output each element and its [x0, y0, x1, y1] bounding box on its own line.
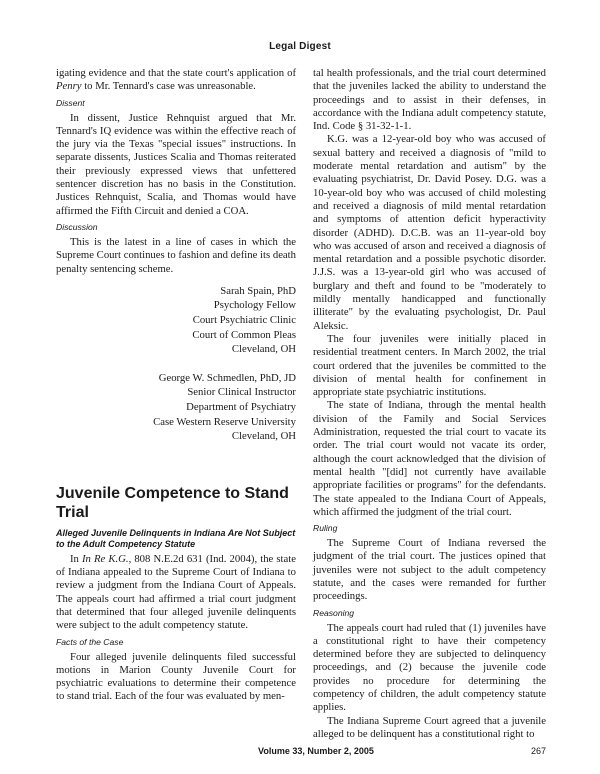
page-number: 267	[531, 746, 547, 756]
reasoning-paragraph: The appeals court had ruled that (1) juveniles have a constitutional right to have their competency determined before they are subjected to delinquency proceedings, and (2) because the juvenile code provides no procedure for determining the competency of children, the adult competency statute applies.	[313, 621, 546, 714]
discussion-heading: Discussion	[56, 221, 98, 232]
final-paragraph: The Indiana Supreme Court agreed that a juvenile alleged to be delinquent has a constitutional right to	[313, 714, 546, 740]
running-header: Legal Digest	[269, 41, 331, 52]
placement-paragraph: The four juveniles were initially placed in residential treatment centers. In March 2002, the trial court ordered that the juveniles be committed to the division of mental health for confinement in appropriate state psychiatric institutions.	[313, 332, 546, 399]
right-column	[313, 67, 546, 741]
facts-heading: Facts of the Case	[56, 636, 124, 647]
facts-paragraph: Four alleged juvenile delinquents filed successful motions in Marion County Juvenile Court for psychiatric evaluations to determine their competence to stand trial. Each of the four was evaluated by men-	[56, 650, 296, 703]
author-signature-2: George W. Schmedlen, PhD, JD Senior Clinical Instructor Department of Psychiatry Case Western Reserve University Cleveland, OH	[153, 371, 296, 443]
article-title: Juvenile Competence to Stand Trial	[56, 484, 289, 521]
discussion-paragraph: This is the latest in a line of cases in which the Supreme Court continues to fashion and define its death penalty sentencing scheme.	[56, 235, 296, 275]
facts-continued-paragraph: tal health professionals, and the trial court determined that the juveniles lacked the ability to understand the proceedings and to assist in their defenses, in accordance with the Indiana adult competency statute, Ind. Code § 31-32-1-1.	[313, 67, 546, 133]
juvenile-diagnoses-paragraph: K.G. was a 12-year-old boy who was accused of sexual battery and received a diagnosis of "mild to moderate mental retardation and autism" by the evaluating psychiatrist, Dr. David Posey. D.G. was a 10-year-old boy who was accused of child molesting and received a diagnosis of mild mental retardation and symptoms of attention deficit hyperactivity disorder (ADHD). D.C.B. was an 11-year-old boy who was accused of arson and received a diagnosis of mental retardation and a possible psychotic disorder. J.J.S. was a 13-year-old girl who was accused of burglary and theft and found to be "moderately to mildly mentally handicapped and functionally illiterate" by the evaluating psychologist, Dr. Paul Aleksic.	[313, 133, 546, 332]
ruling-paragraph: The Supreme Court of Indiana reversed the judgment of the trial court. The justices opined that juveniles were not subject to the adult competency statute, and the cases were remanded for further proceedings.	[313, 537, 546, 603]
left-column	[56, 67, 296, 704]
continued-paragraph: igating evidence and that the state court's application of Penry to Mr. Tennard's case was unreasonable.	[56, 67, 296, 93]
dissent-heading: Dissent	[56, 97, 85, 108]
footer-issue: Volume 33, Number 2, 2005	[258, 746, 374, 756]
case-name-penry: Penry	[56, 80, 82, 93]
author-signature-1: Sarah Spain, PhD Psychology Fellow Court Psychiatric Clinic Court of Common Pleas Cleveland, OH	[192, 284, 296, 356]
article-subtitle: Alleged Juvenile Delinquents in Indiana Are Not Subject to the Adult Competency Statute	[56, 527, 296, 549]
state-appeal-paragraph: The state of Indiana, through the mental health division of the Family and Social Services Administration, requested the trial court to vacate its order. The trial court would not vacate its order, although the court acknowledged that the division of mental health "[did] not currently have available appropriate facilities or programs" for the defendants. The state appealed to the Indiana Court of Appeals, which affirmed the judgment of the trial court.	[313, 399, 546, 518]
ruling-heading: Ruling	[313, 523, 338, 534]
intro-paragraph: In In Re K.G., 808 N.E.2d 631 (Ind. 2004), the state of Indiana appealed to the Supreme Court of Indiana to review a judgment from the Indiana Court of Appeals. The appeals court had affirmed a trial court judgment that determined that four alleged juvenile delinquents were subject to the adult competency statute.	[56, 552, 296, 632]
case-name-kg: In Re K.G.	[82, 552, 129, 565]
reasoning-heading: Reasoning	[313, 607, 355, 618]
dissent-paragraph: In dissent, Justice Rehnquist argued that Mr. Tennard's IQ evidence was within the effective reach of the jury via the Texas "special issues" instructions. In separate dissents, Justices Scalia and Thomas reiterated their previously expressed views that unfettered sentencer discretion has no basis in the Constitution. Justices Rehnquist, Scalia, and Thomas would have affirmed the Fifth Circuit and denied a COA.	[56, 111, 296, 217]
